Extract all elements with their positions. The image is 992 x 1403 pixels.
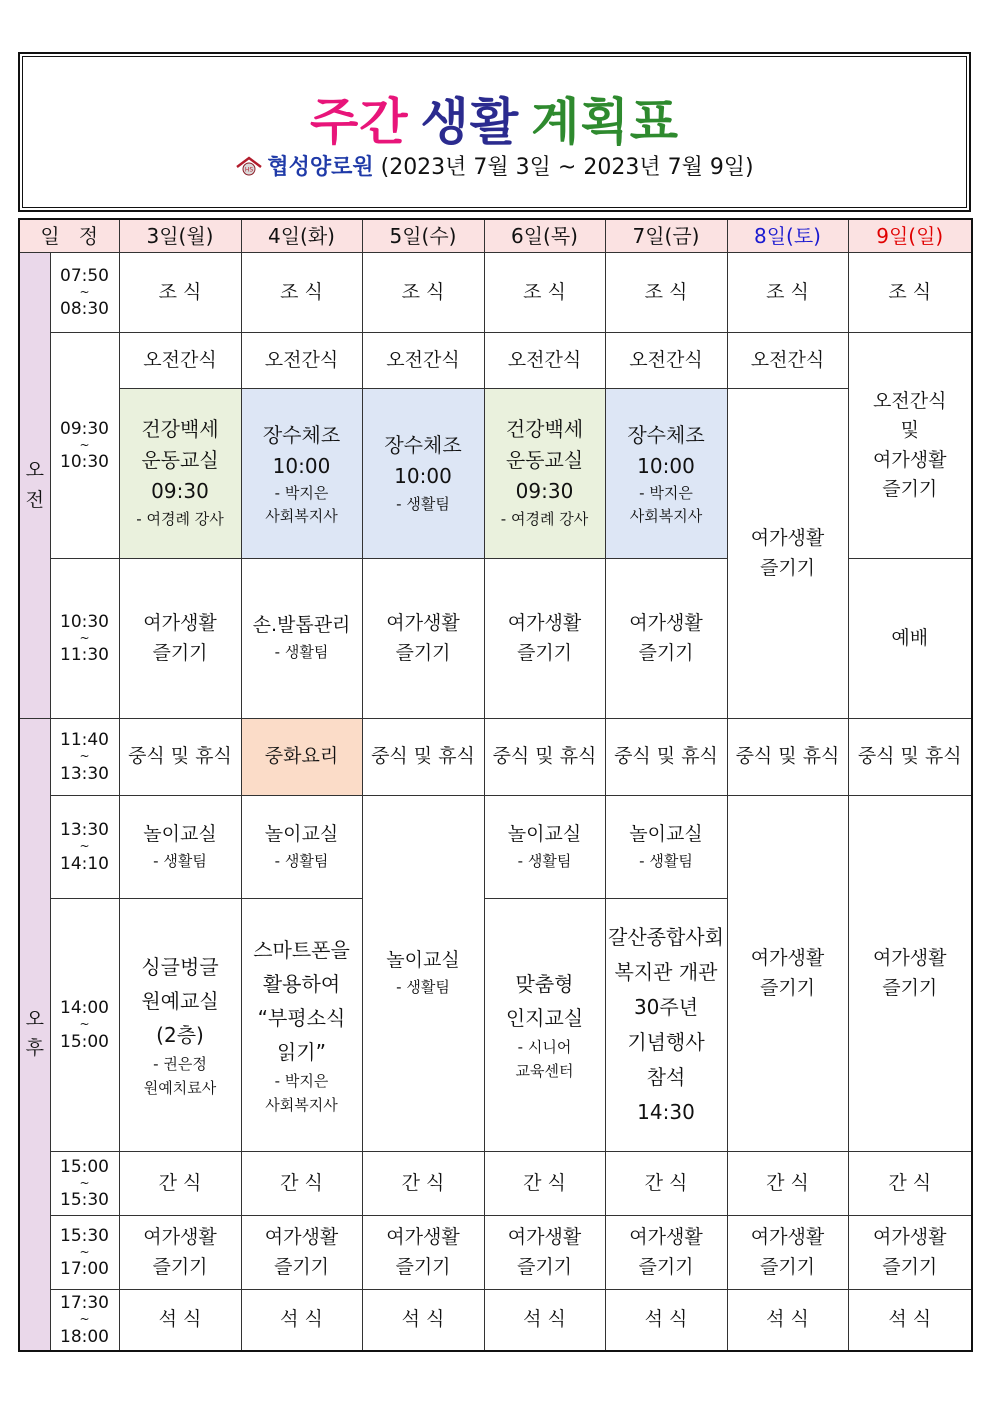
leisure-fri-am: 여가생활 즐기기: [605, 559, 727, 719]
leisure-sat-pm: 여가생활 즐기기: [727, 796, 848, 1152]
header-box: [18, 52, 971, 212]
leisure-wed-pm: 여가생활 즐기기: [362, 1216, 484, 1290]
time-1500: 15:00 ~ 15:30: [50, 1152, 119, 1216]
lunch-mon: 중식 및 휴식: [119, 719, 241, 796]
snack-wed: 간 식: [362, 1152, 484, 1216]
title-part-life: 생활: [420, 93, 520, 151]
nail-care-tue: 손.발톱관리 - 생활팀: [241, 559, 362, 719]
longevity-exercise-wed: 장수체조 10:00 - 생활팀: [362, 389, 484, 559]
gardening-class-mon: 싱글벙글 원예교실 (2층) - 권은정 원예치료사: [119, 899, 241, 1152]
org-name: 협성양로원: [267, 155, 374, 180]
row-1530: [19, 1216, 972, 1290]
house-logo-icon: [235, 156, 263, 176]
chinese-food-tue: 중화요리: [241, 719, 362, 796]
time-0750: 07:50 ~ 08:30: [50, 253, 119, 333]
time-1330: 13:30 ~ 14:10: [50, 796, 119, 899]
subtitle: [20, 150, 969, 181]
date-range: (2023년 7월 3일 ~ 2023년 7월 9일): [380, 155, 754, 180]
play-class-thu: 놀이교실 - 생활팀: [484, 796, 605, 899]
lunch-sat: 중식 및 휴식: [727, 719, 848, 796]
am-sun: 오전간식 및 여가생활 즐기기: [848, 333, 972, 559]
health-class-mon: 건강백세 운동교실 09:30 - 여경례 강사: [119, 389, 241, 559]
time-1730: 17:30 ~ 18:00: [50, 1290, 119, 1351]
lunch-wed: 중식 및 휴식: [362, 719, 484, 796]
dinner-fri: 석 식: [605, 1290, 727, 1351]
row-snack: [19, 1152, 972, 1216]
time-1030: 10:30 ~ 11:30: [50, 559, 119, 719]
am-snack-thu: 오전간식: [484, 333, 605, 389]
am-snack-sat: 오전간식: [727, 333, 848, 389]
leisure-sun-pm: 여가생활 즐기기: [848, 796, 972, 1152]
am-snack-mon: 오전간식: [119, 333, 241, 389]
day-sat: 8일(토): [727, 219, 848, 253]
worship-sun: 예배: [848, 559, 972, 719]
header-row: [19, 219, 972, 253]
page-title: [20, 82, 969, 154]
dinner-wed: 석 식: [362, 1290, 484, 1351]
schedule-header: 일 정: [19, 219, 119, 253]
breakfast-sat: 조 식: [727, 253, 848, 333]
title-part-plan: 계획표: [531, 93, 680, 151]
breakfast-sun: 조 식: [848, 253, 972, 333]
breakfast-tue: 조 식: [241, 253, 362, 333]
day-wed: 5일(수): [362, 219, 484, 253]
play-class-fri: 놀이교실 - 생활팀: [605, 796, 727, 899]
leisure-fri-pm: 여가생활 즐기기: [605, 1216, 727, 1290]
leisure-sat-eve: 여가생활 즐기기: [727, 1216, 848, 1290]
snack-fri: 간 식: [605, 1152, 727, 1216]
am-snack-tue: 오전간식: [241, 333, 362, 389]
dinner-mon: 석 식: [119, 1290, 241, 1351]
svg-text:HS: HS: [245, 166, 254, 174]
leisure-mon-pm: 여가생활 즐기기: [119, 1216, 241, 1290]
period-pm: 오 후: [19, 719, 50, 1351]
row-breakfast: [19, 253, 972, 333]
row-dinner: [19, 1290, 972, 1351]
leisure-wed-am: 여가생활 즐기기: [362, 559, 484, 719]
day-tue: 4일(화): [241, 219, 362, 253]
schedule-table: [18, 218, 973, 1352]
leisure-thu-am: 여가생활 즐기기: [484, 559, 605, 719]
day-thu: 6일(목): [484, 219, 605, 253]
leisure-tue-pm: 여가생활 즐기기: [241, 1216, 362, 1290]
time-0930: 09:30 ~ 10:30: [50, 333, 119, 559]
row-lunch: [19, 719, 972, 796]
breakfast-thu: 조 식: [484, 253, 605, 333]
day-sun: 9일(일): [848, 219, 972, 253]
title-part-weekly: 주간: [309, 93, 409, 151]
leisure-mon-am: 여가생활 즐기기: [119, 559, 241, 719]
longevity-exercise-fri: 장수체조 10:00 - 박지은 사회복지사: [605, 389, 727, 559]
longevity-exercise-tue: 장수체조 10:00 - 박지은 사회복지사: [241, 389, 362, 559]
snack-tue: 간 식: [241, 1152, 362, 1216]
row-1330: [19, 796, 972, 899]
time-1530: 15:30 ~ 17:00: [50, 1216, 119, 1290]
snack-sun: 간 식: [848, 1152, 972, 1216]
dinner-thu: 석 식: [484, 1290, 605, 1351]
am-snack-wed: 오전간식: [362, 333, 484, 389]
snack-thu: 간 식: [484, 1152, 605, 1216]
period-am: 오 전: [19, 253, 50, 719]
dinner-tue: 석 식: [241, 1290, 362, 1351]
am-snack-fri: 오전간식: [605, 333, 727, 389]
lunch-sun: 중식 및 휴식: [848, 719, 972, 796]
leisure-sat-am: 여가생활 즐기기: [727, 389, 848, 719]
play-class-wed: 놀이교실 - 생활팀: [362, 796, 484, 1152]
dinner-sun: 석 식: [848, 1290, 972, 1351]
breakfast-wed: 조 식: [362, 253, 484, 333]
dinner-sat: 석 식: [727, 1290, 848, 1351]
breakfast-mon: 조 식: [119, 253, 241, 333]
snack-mon: 간 식: [119, 1152, 241, 1216]
breakfast-fri: 조 식: [605, 253, 727, 333]
leisure-thu-pm: 여가생활 즐기기: [484, 1216, 605, 1290]
time-1400: 14:00 ~ 15:00: [50, 899, 119, 1152]
snack-sat: 간 식: [727, 1152, 848, 1216]
cognitive-class-thu: 맞춤형 인지교실 - 시니어 교육센터: [484, 899, 605, 1152]
day-mon: 3일(월): [119, 219, 241, 253]
play-class-mon: 놀이교실 - 생활팀: [119, 796, 241, 899]
play-class-tue: 놀이교실 - 생활팀: [241, 796, 362, 899]
leisure-sun-eve: 여가생활 즐기기: [848, 1216, 972, 1290]
health-class-thu: 건강백세 운동교실 09:30 - 여경례 강사: [484, 389, 605, 559]
row-am-snack: [19, 333, 972, 389]
row-exercise: [19, 389, 972, 559]
smartphone-class-tue: 스마트폰을 활용하여 “부평소식 읽기” - 박지은 사회복지사: [241, 899, 362, 1152]
time-1140: 11:40 ~ 13:30: [50, 719, 119, 796]
lunch-fri: 중식 및 휴식: [605, 719, 727, 796]
lunch-thu: 중식 및 휴식: [484, 719, 605, 796]
day-fri: 7일(금): [605, 219, 727, 253]
anniversary-event-fri: 갈산종합사회 복지관 개관 30주년 기념행사 참석 14:30: [605, 899, 727, 1152]
